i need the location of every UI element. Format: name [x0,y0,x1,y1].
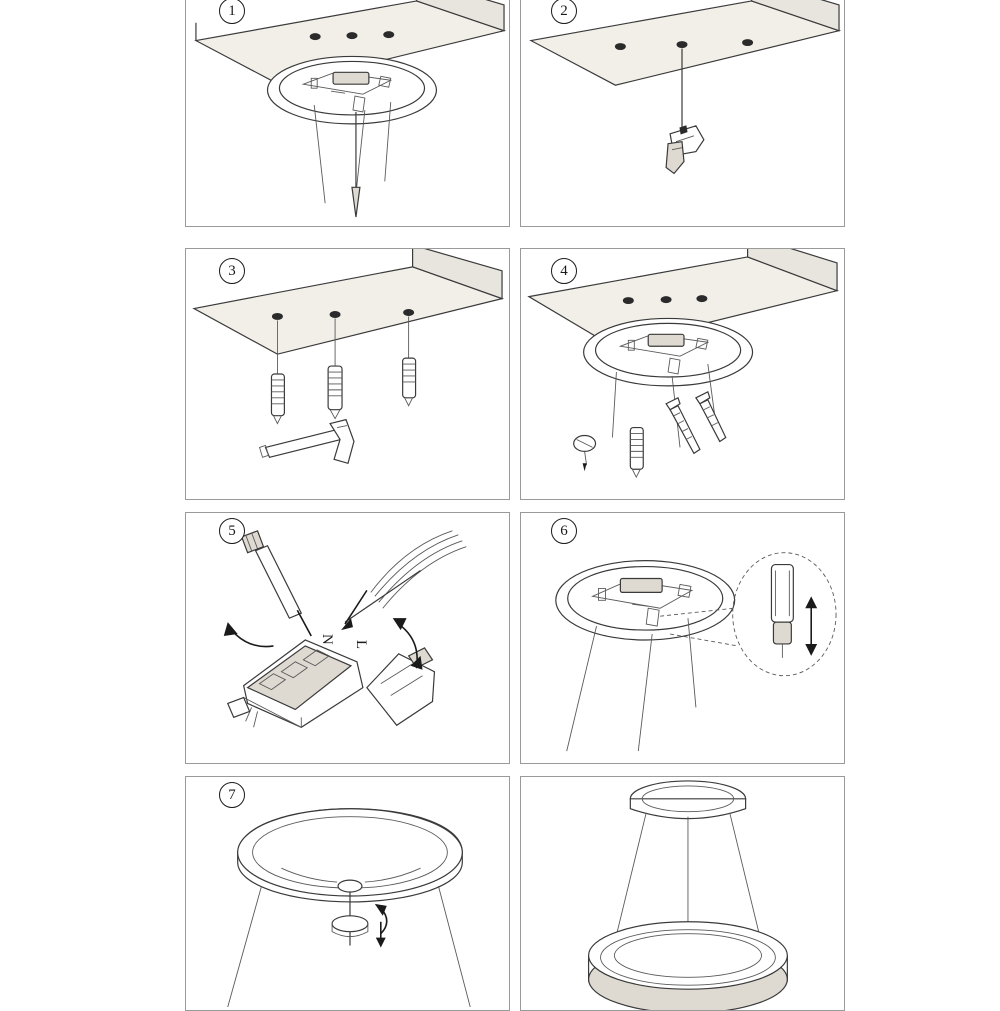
step-panel-6 [520,512,845,764]
step-panel-5 [185,512,510,764]
terminal-mark-n: N [319,634,336,645]
step-panel-3 [185,248,510,500]
terminal-mark-l: L [352,639,369,650]
step-number-4: 4 [551,258,577,284]
step-number-6: 6 [551,518,577,544]
step-number-1: 1 [219,0,245,24]
step-number-3: 3 [219,258,245,284]
step-number-2: 2 [551,0,577,24]
step-number-5: 5 [219,518,245,544]
step-panel-7 [185,776,510,1011]
step-number-7: 7 [219,782,245,808]
step-panel-1 [185,0,510,227]
step-panel-8-result [520,776,845,1011]
step-panel-2 [520,0,845,227]
step-panel-4 [520,248,845,500]
